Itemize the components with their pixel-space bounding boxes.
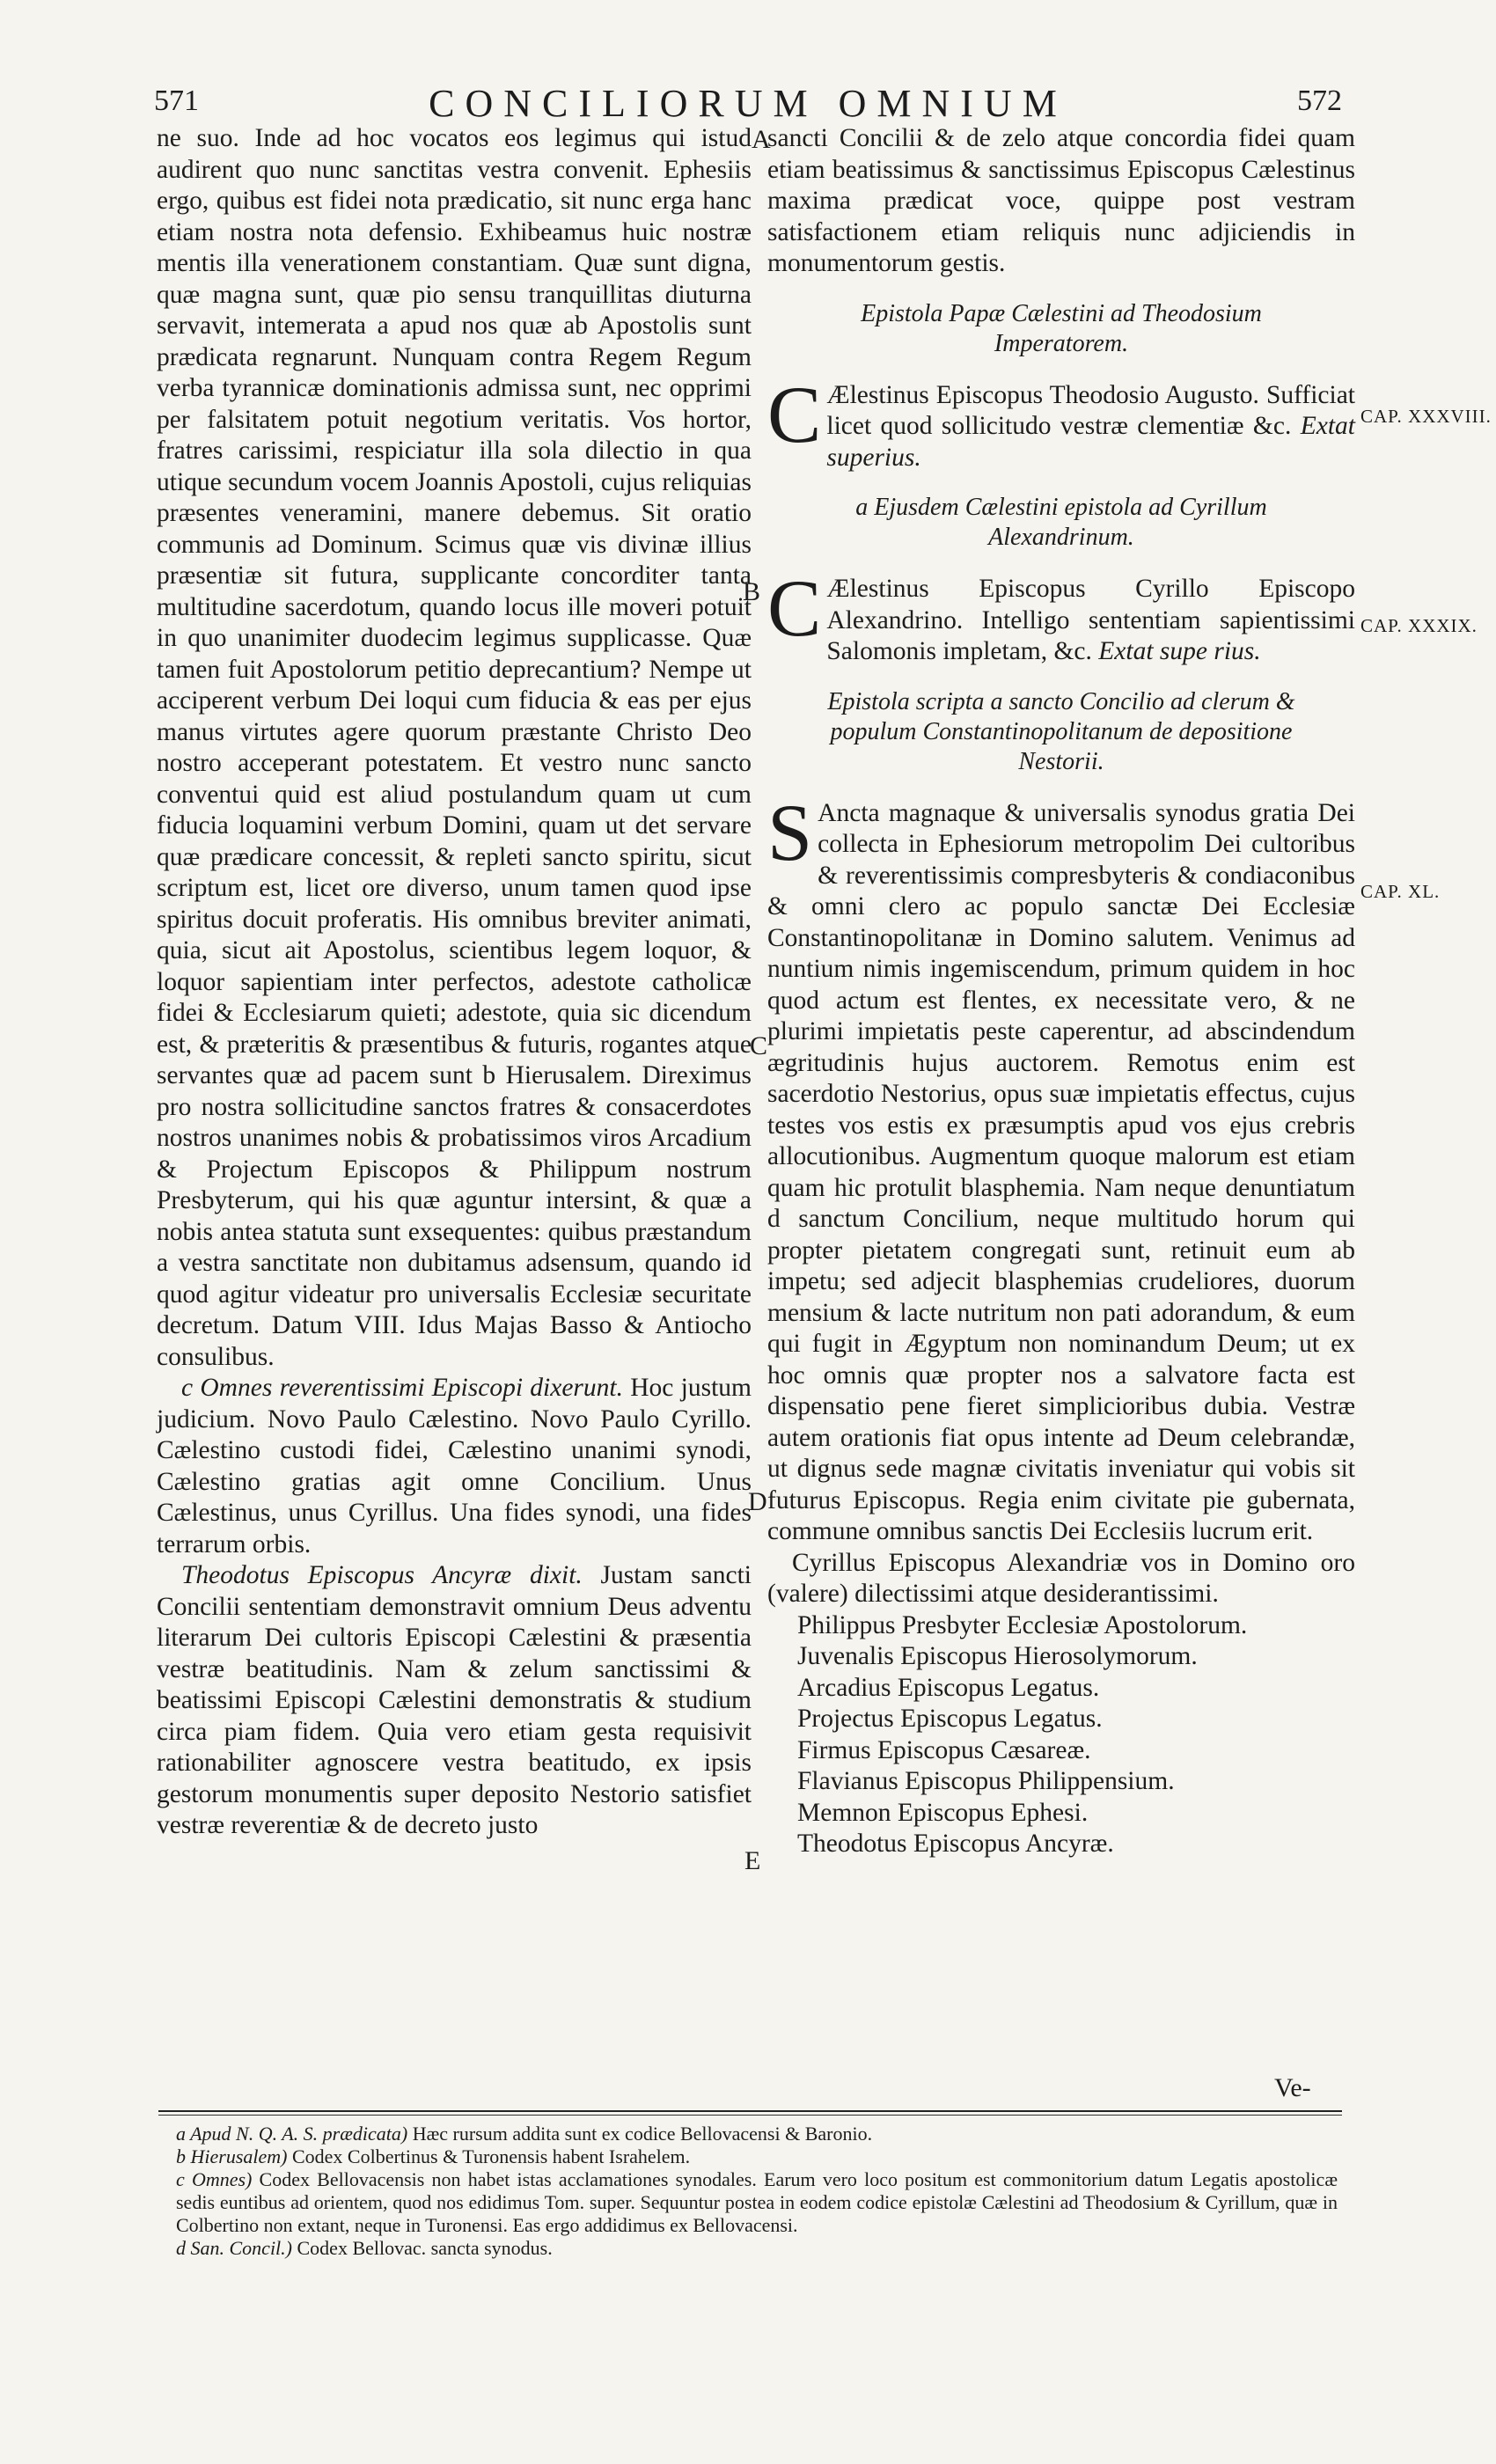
dropcap-s: S (767, 787, 813, 877)
dropcap-c-1: C (767, 369, 822, 459)
footnote-b (176, 2145, 1338, 2168)
left-paragraph-1: ne suo. Inde ad hoc vocatos eos legimus qui istud audirent quo nunc sanctitas vestra convenit. Ephesiis ergo, quibus est fidei nota prædicatio, sit nunc erga hanc etiam nostra nota defensio. Exhibeamus huic nostræ mentis illa venerationem constantiam. Quæ sunt digna, quæ magna sunt, quæ pio sensu tranquillitas diuturna servavit, intemerata a apud nos quæ ab Apostolis sunt prædicata regnarunt. Nunquam contra Regem Regum verba tyrannicæ dominationis admissa sunt, nec opprimi per falsitatem potuit negotium veritatis. Vos hortor, fratres carissimi, respiciatur illa sola dilectio in qua utique secundum vocem Joannis Apostoli, cujus reliquias præsentes veneramini, manere debemus. Sit oratio communis ad Dominum. Scimus quæ vis divinæ illius præsentiæ sit futura, supplicante concorditer tanta multitudine sacerdotum, quando locus ille moveri potuit in quo unanimiter duodecim legimus supplicasse. Quæ tamen fuit Apostolorum petitio deprecantium? Nempe ut acciperent verbum Dei loqui cum fiducia & eas per ejus manus virtutes agere quorum præstante Christo Deo nostro acceperant potestatem. Et vestro nunc sancto conventui quid est aliud postulandum quam ut cum fiducia loquamini verbum Domini, quam ut det servare quæ prædicare concessit, & repleti sancto spiritu, sicut scriptum est, licet ore diverso, unum tamen quod ipse spiritus docuit proferatis. His omnibus breviter animati, quia, sicut ait Apostolus, scientibus legem loquor, & loquor sapientiam inter perfectos, adestote catholicæ fidei & Ecclesiarum quieti; adestote, quia sic dicendum est, & præteritis & præsentibus & futuris, rogantes atque servantes quæ ad pacem sunt b Hierusalem. Direximus pro nostra sollicitudine sanctos fratres & consacerdotes nostros unanimes nobis & probatissimos viros Arcadium & Projectum Episcopos & Philippum nostrum Presbyterum, qui his quæ aguntur intersint, & quæ a nobis antea statuta sunt exsequentes: quibus præstandum a vestra sanctitate non dubitamus adsensum, quando id quod agitur videatur pro universalis Ecclesiæ securitate decretum. Datum VIII. Idus Majas Basso & Antiocho consulibus. (157, 124, 752, 1371)
signature-line: Memnon Episcopus Ephesi. (797, 1798, 1089, 1827)
letter-cyrillum-extat: Extat supe rius. (1098, 637, 1261, 665)
dropcap-c-2: C (767, 563, 822, 653)
letter-clerum-text: Ancta magnaque & universalis synodus gratia Dei collecta in Ephesiorum metropolim Dei cultoribus & reverentissimis compresbyteris & condiaconibus & omni clero ac populo sanctæ Dei Ecclesiæ Constantinopolitanæ in Domino salutem. Venimus ad nuntium nimis ingemiscendum, primum quidem in hoc quod actum est flentes, ex necessitate vero, & ne plurimi impietatis peste caperentur, ad abscindendum ægritudinis hujus auctorem. Remotus enim est sacerdotio Nestorius, opus suæ impietatis effectus, cujus testes vos estis ex præsumptis apud vos ejus crebris allocutionibus. Augmentum quoque malorum est etiam quam hic protulit blasphemia. Nam neque denuntiatum d sanctum Concilium, neque multitudo horum qui propter pietatem congregati sunt, retinuit eum ab impetu; sed adjecit blasphemias crudeliores, duorum mensium & lacte nutritum non pati adorandum, & eum qui fugit in Ægyptum non nominandum Deum; ut ex hoc omnis quæ propter nos a salvatore facta est dispensatio pene fieret simplicioribus dubia. Vestræ autem orationis fiat opus intente ad Deum celebrandæ, ut dignus sede magnæ civitatis inveniatur qui vobis sit futurus Episcopus. Regia enim civitate pie gubernata, commune omnibus sanctis Dei Ecclesiis lucrum erit. (767, 798, 1355, 1545)
footnote-text: Codex Colbertinus & Turonensis habent Israhelem. (287, 2145, 691, 2167)
heading-epistola-theodosium: Epistola Papæ Cælestini ad Theodosium Imperatorem. (861, 299, 1262, 357)
cyrillus-greeting: Cyrillus Episcopus Alexandriæ vos in Domino oro (valere) dilectissimi atque desiderantissimi. (767, 1548, 1355, 1608)
signature-line: Philippus Presbyter Ecclesiæ Apostolorum. (797, 1610, 1248, 1639)
page-number-right: 572 (1297, 84, 1342, 117)
letter-cyrillum (767, 563, 1355, 668)
right-paragraph-1: sancti Concilii & de zelo atque concordia fidei quam etiam beatissimus & sanctissimus Episcopus Cælestinus maxima prædicat voce, quippe post vestram satisfactionem etiam reliquis nunc adjiciendis in monumentorum gestis. (767, 124, 1355, 277)
theodotus-text: Justam sancti Concilii sententiam demonstravit omnium Deus adventu literarum Dei cultoris Episcopi Cælestini & præsentia vestræ beatitudinis. Nam & zelum sanctissimi & beatissimi Episcopi Cælestini demonstratis & studium circa piam fidem. Quia vero etiam gesta requisivit rationabiliter agnoscere vestra beatitudo, ex ipsis gestorum monumentis super deposito Nestorio satisfiet vestræ reverentiæ & de decreto justo (157, 1561, 752, 1839)
section-marker-a: A (752, 125, 771, 154)
letter-cyrillum-text: Ælestinus Episcopus Cyrillo Episcopo Alexandrino. Intelligo sententiam sapientissimi Salomonis impletam, &c. (826, 575, 1355, 665)
page-number-left: 571 (154, 84, 199, 117)
footnote-text: Codex Bellovac. sancta synodus. (292, 2237, 553, 2259)
footnote-label: c Omnes) (176, 2168, 253, 2190)
theodotus-label: Theodotus Episcopus Ancyræ dixit. (181, 1561, 583, 1589)
footnote-c (176, 2168, 1338, 2237)
footnote-d (176, 2237, 1338, 2260)
letter-theodosium-text: Ælestinus Episcopus Theodosio Augusto. Sufficiat licet quod sollicitudo vestræ clementiæ &c. (826, 380, 1355, 440)
letter-clerum (767, 787, 1355, 1548)
signature-line: Projectus Episcopus Legatus. (797, 1705, 1103, 1733)
catchword: Ve- (1274, 2073, 1311, 2102)
heading-epistola-clerum: Epistola scripta a sancto Concilio ad clerum & populum Constantinopolitanum de depositione Nestorii. (827, 687, 1295, 775)
signature-line: Firmus Episcopus Cæsareæ. (797, 1735, 1091, 1764)
footnotes (176, 2123, 1338, 2260)
section-marker-b: B (743, 577, 761, 606)
section-marker-e: E (744, 1846, 761, 1875)
footnote-label: b Hierusalem) (176, 2145, 288, 2167)
signature-line: Arcadius Episcopus Legatus. (797, 1673, 1100, 1702)
footnote-label: a Apud N. Q. A. S. prædicata) (176, 2123, 408, 2145)
signature-list (767, 1610, 1355, 1860)
chapter-marker-xl: CAP. XL. (1360, 881, 1441, 902)
footnote-rule (158, 2110, 1342, 2112)
footnote-text: Hæc rursum addita sunt ex codice Bellovacensi & Baronio. (407, 2123, 873, 2145)
section-marker-d: D (748, 1487, 767, 1516)
chapter-marker-xxxix: CAP. XXXIX. (1360, 615, 1478, 636)
section-marker-c: C (750, 1031, 768, 1060)
left-paragraph-3 (157, 1560, 752, 1842)
signature-line: Theodotus Episcopus Ancyræ. (797, 1830, 1114, 1858)
signature-line: Juvenalis Episcopus Hierosolymorum. (797, 1642, 1198, 1670)
footnote-rule-thin (158, 2115, 1342, 2116)
right-column (767, 123, 1355, 1860)
signature-line: Flavianus Episcopus Philippensium. (797, 1767, 1175, 1795)
acclamation-label: c Omnes reverentissimi Episcopi dixerunt. (181, 1374, 623, 1402)
left-column (157, 123, 752, 1842)
chapter-marker-xxxviii: CAP. XXXVIII. (1360, 406, 1492, 427)
footnote-text: Codex Bellovacensis non habet istas acclamationes synodales. Earum vero loco positum est commonitorium datum Legatis apostolicæ sedis euntibus ad orientem, quod nos edidimus Tom. super. Sequuntur postea in eodem codice epistolæ Cælestini ad Theodosium & Cyrillum, quæ in Colbertino non extant, neque in Turonensi. Eas ergo addidimus ex Bellovacensi. (176, 2168, 1338, 2236)
running-title: CONCILIORUM OMNIUM (429, 82, 1067, 125)
footnote-label: d San. Concil.) (176, 2237, 292, 2259)
acclamation-text: Hoc justum judicium. Novo Paulo Cælestino. Novo Paulo Cyrillo. Cælestino custodi fidei, Cælestino unanimi synodi, Cælestino gratias agit omne Concilium. Unus Cælestinus, unus Cyrillus. Una fides synodi, una fides terrarum orbis. (157, 1374, 752, 1558)
left-paragraph-2 (157, 1373, 752, 1560)
letter-theodosium-extat: Extat superius. (826, 412, 1355, 472)
heading-epistola-cyrillum: a Ejusdem Cælestini epistola ad Cyrillum Alexandrinum. (855, 494, 1267, 551)
footnote-a (176, 2123, 1338, 2145)
letter-theodosium (767, 369, 1355, 474)
